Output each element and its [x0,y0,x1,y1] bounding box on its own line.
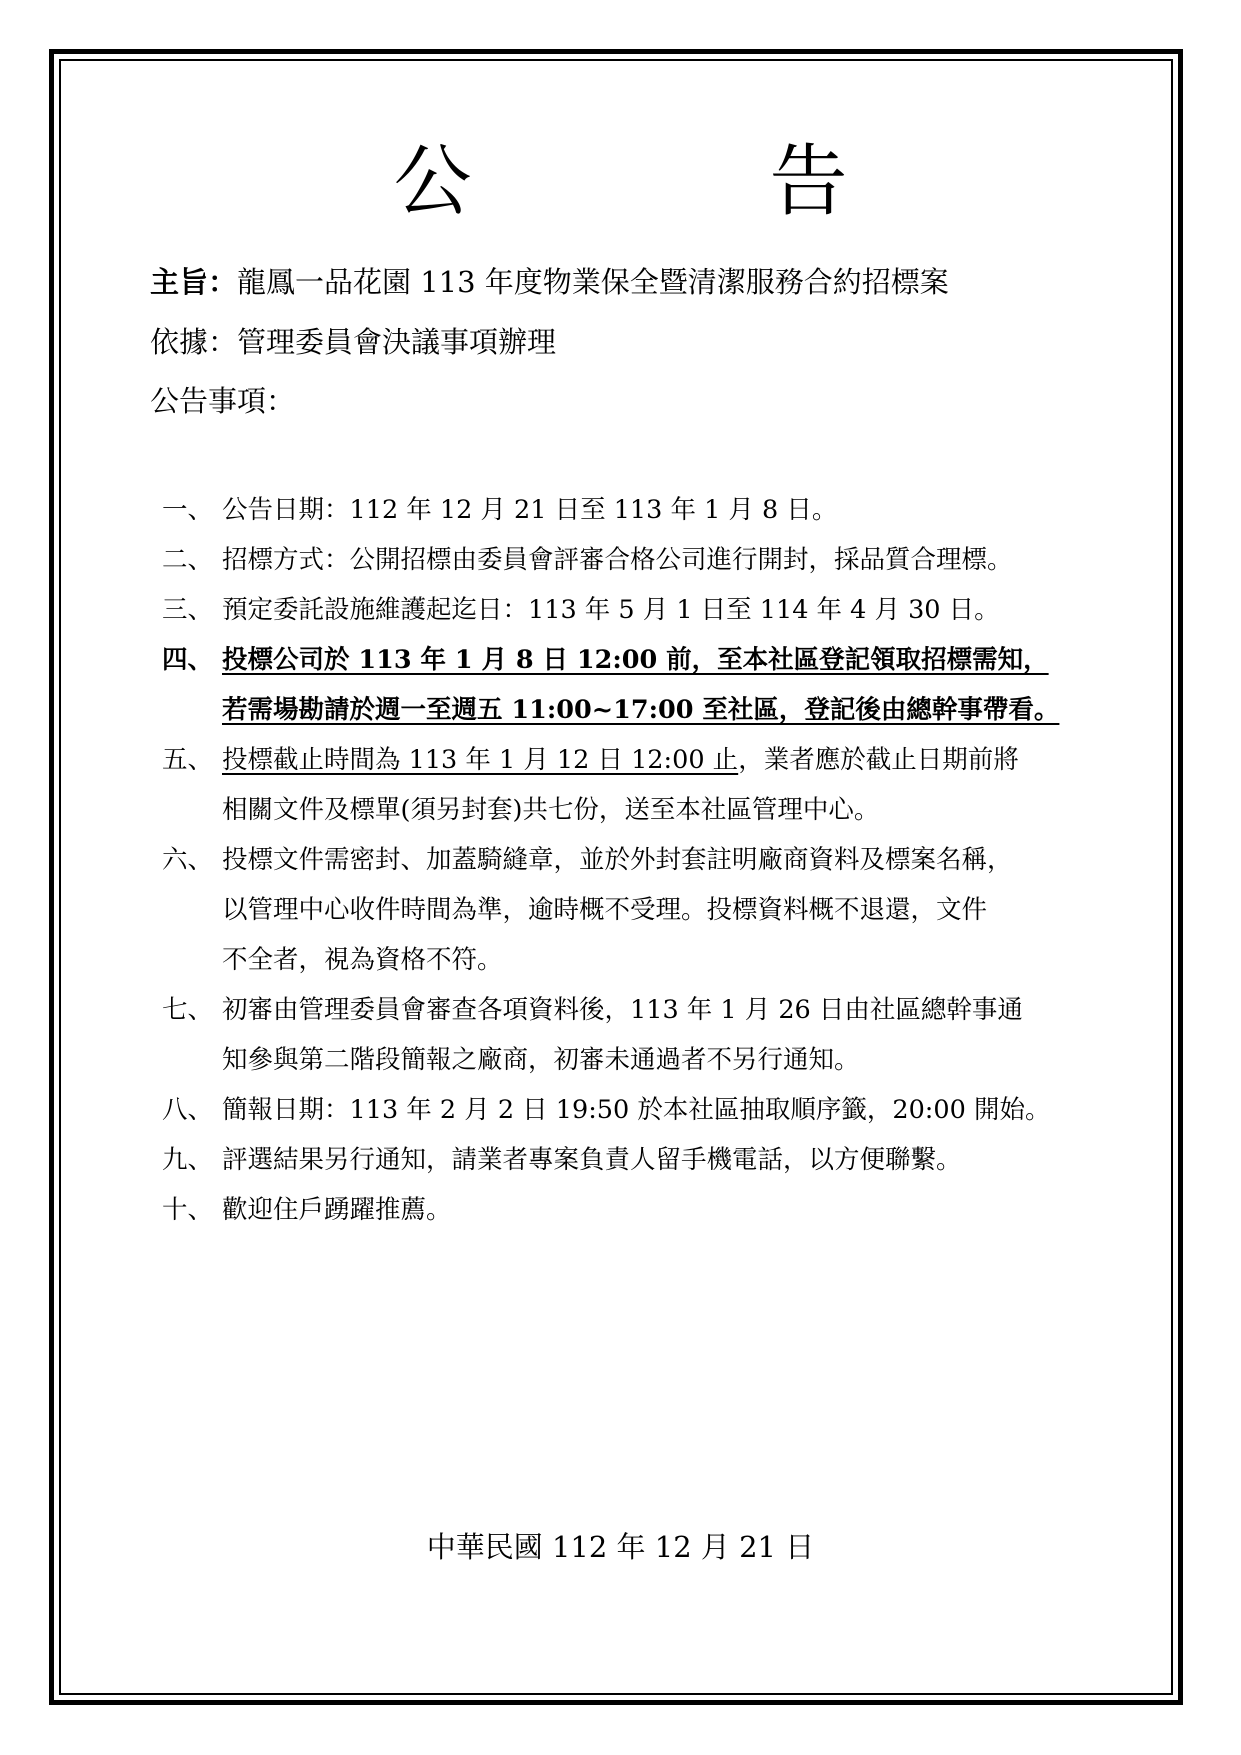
issue-date: 中華民國 112 年 12 月 21 日 [426,1530,815,1564]
item-number: 四、 [162,645,214,675]
list-item [162,585,1092,635]
item-line: 投標文件需密封、加蓋騎縫章，並於外封套註明廠商資料及標案名稱， [222,845,1013,875]
list-item [162,985,1092,1085]
item-line: 相關文件及標單(須另封套)共七份，送至本社區管理中心。 [222,795,880,825]
list-item [162,835,1092,985]
item-number: 二、 [162,545,214,575]
item-body [222,585,1092,635]
list-item [162,535,1092,585]
item-line: 初審由管理委員會審查各項資料後，113 年 1 月 26 日由社區總幹事通 [222,995,1023,1025]
item-line: 以管理中心收件時間為準，逾時概不受理。投標資料概不退還，文件 [222,895,988,925]
item-line-rest: ，業者應於截止日期前將 [738,745,1019,775]
item-line: 評選結果另行通知，請業者專案負責人留手機電話，以方便聯繫。 [222,1145,962,1175]
item-line: 預定委託設施維護起迄日：113 年 5 月 1 日至 114 年 4 月 30 日。 [222,595,1000,625]
list-item [162,1185,1092,1235]
item-number: 五、 [162,745,214,775]
item-line: 歡迎住戶踴躍推薦。 [222,1195,452,1225]
item-body [222,1135,1092,1185]
item-number: 十、 [162,1195,214,1225]
item-body [222,985,1092,1085]
subject-text: 龍鳳一品花園 113 年度物業保全暨清潔服務合約招標案 [237,265,949,299]
item-line: 招標方式：公開招標由委員會評審合格公司進行開封，採品質合理標。 [222,545,1013,575]
subject-label: 主旨： [150,265,238,299]
item-line [222,735,1092,785]
list-item [162,1135,1092,1185]
item-number: 八、 [162,1095,214,1125]
basis-line [150,322,556,362]
notice-title: 公 告 [393,137,958,227]
item-body [222,1085,1092,1135]
item-line: 不全者，視為資格不符。 [222,945,503,975]
item-line: 投標公司於 113 年 1 月 8 日 12:00 前，至本社區登記領取招標需知， [222,645,1049,675]
list-item [162,1085,1092,1135]
deadline-text: 投標截止時間為 113 年 1 月 12 日 12:00 止 [222,745,739,775]
item-number: 九、 [162,1145,214,1175]
list-item [162,735,1092,835]
item-line: 公告日期：112 年 12 月 21 日至 113 年 1 月 8 日。 [222,495,838,525]
notice-items-label: 公告事項： [150,384,296,418]
item-number: 一、 [162,495,214,525]
item-line: 簡報日期：113 年 2 月 2 日 19:50 於本社區抽取順序籤，20:00 開始。 [222,1095,1051,1125]
item-number: 六、 [162,845,214,875]
item-body [222,535,1092,585]
notice-items-list [162,485,1092,1235]
item-body [222,485,1092,535]
item-body [222,735,1092,835]
item-body [222,835,1092,985]
item-body [222,635,1092,735]
basis-text: 管理委員會決議事項辦理 [237,325,557,359]
list-item [162,485,1092,535]
item-number: 七、 [162,995,214,1025]
item-line: 若需場勘請於週一至週五 11:00~17:00 至社區，登記後由總幹事帶看。 [222,695,1060,725]
subject-line [150,262,949,302]
item-line: 知參與第二階段簡報之廠商，初審未通過者不另行通知。 [222,1045,860,1075]
item-number: 三、 [162,595,214,625]
basis-label: 依據： [150,325,238,359]
item-body [222,1185,1092,1235]
list-item-highlighted [162,635,1092,735]
